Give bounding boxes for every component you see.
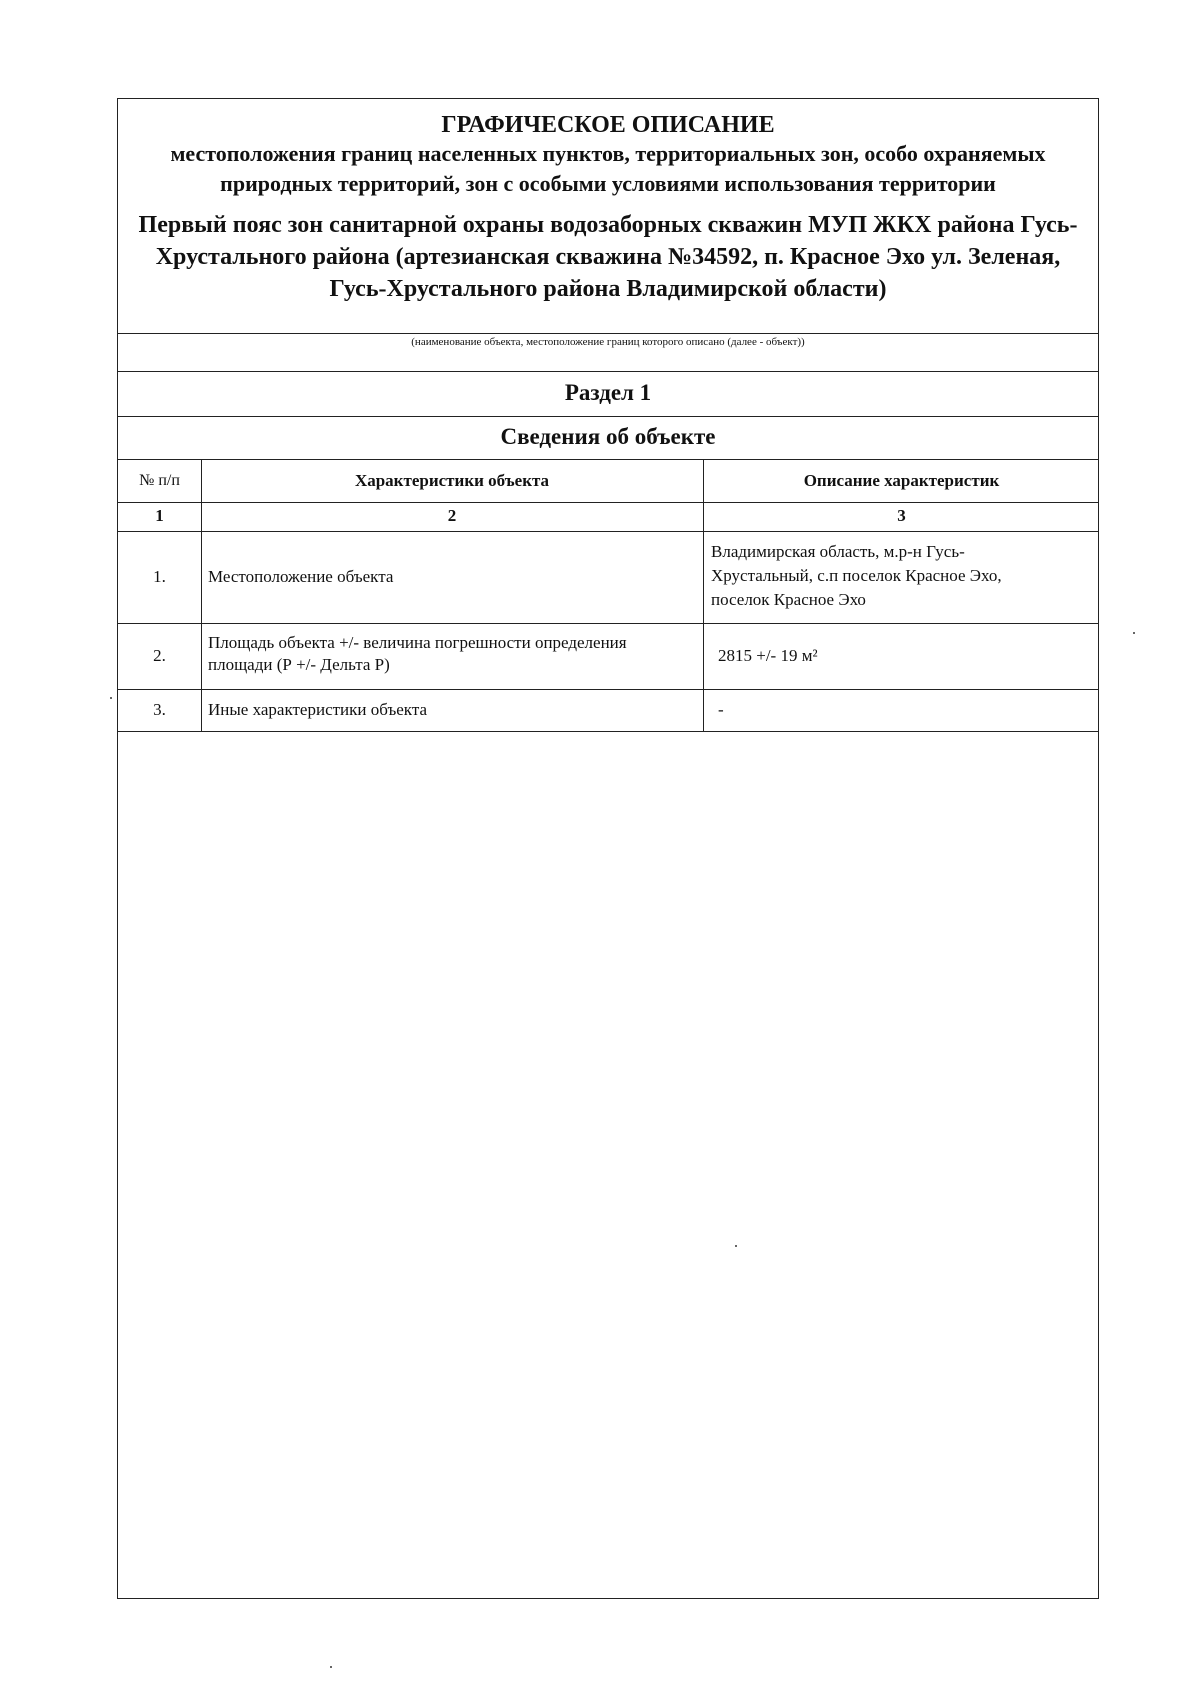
document-header: [118, 99, 1098, 305]
table-header-description: Описание характеристик: [803, 471, 1000, 490]
table-row-border: [118, 502, 1098, 503]
table-row-border: [118, 689, 1098, 690]
row-number: 2.: [153, 646, 166, 665]
table-row-border: [118, 623, 1098, 624]
object-name: Первый пояс зон санитарной охраны водозаборных скважин МУП ЖКХ района Гусь-Хрустального района (артезианская скважина №34592, п. Красное Эхо ул. Зеленая, Гусь-Хрустального района Владимирской области): [138, 212, 1078, 302]
scan-speck: [110, 697, 112, 699]
object-name-caption: (наименование объекта, местоположение границ которого описано (далее - объект)): [411, 336, 805, 348]
row-characteristic: Площадь объекта +/- величина погрешности определения площади (Р +/- Дельта Р): [208, 633, 627, 674]
column-number: 2: [447, 506, 457, 525]
document-title: ГРАФИЧЕСКОЕ ОПИСАНИЕ: [441, 112, 775, 138]
document-subtitle: местоположения границ населенных пунктов, территориальных зон, особо охраняемых природных территорий, зон с особыми условиями использования территории: [170, 141, 1046, 196]
table-header-characteristic: Характеристики объекта: [354, 471, 550, 490]
scan-speck: [330, 1666, 332, 1668]
column-number: 1: [155, 506, 164, 525]
row-characteristic: Местоположение объекта: [208, 567, 394, 586]
divider: [118, 371, 1098, 372]
table-bottom-border: [118, 731, 1098, 732]
table-header-num: № п/п: [139, 472, 180, 489]
row-number: 3.: [153, 700, 166, 719]
column-number: 3: [897, 506, 906, 525]
section-subtitle: Сведения об объекте: [500, 424, 716, 449]
table-top-border: [118, 459, 1098, 460]
section-title: Раздел 1: [564, 380, 652, 405]
table-column-border: [703, 459, 704, 731]
scan-speck: [1133, 632, 1135, 634]
table-column-border: [201, 459, 202, 731]
divider: [118, 416, 1098, 417]
scan-speck: [735, 1245, 737, 1247]
row-description: Владимирская область, м.р-н Гусь-Хрустальный, с.п поселок Красное Эхо, поселок Красное Эхо: [711, 542, 1002, 609]
row-description: 2815 +/- 19 м²: [718, 646, 818, 665]
document-frame: [117, 98, 1099, 1599]
row-number: 1.: [153, 567, 166, 586]
row-characteristic: Иные характеристики объекта: [208, 700, 428, 719]
table-row-border: [118, 531, 1098, 532]
row-description: -: [718, 700, 724, 719]
divider: [118, 333, 1098, 334]
